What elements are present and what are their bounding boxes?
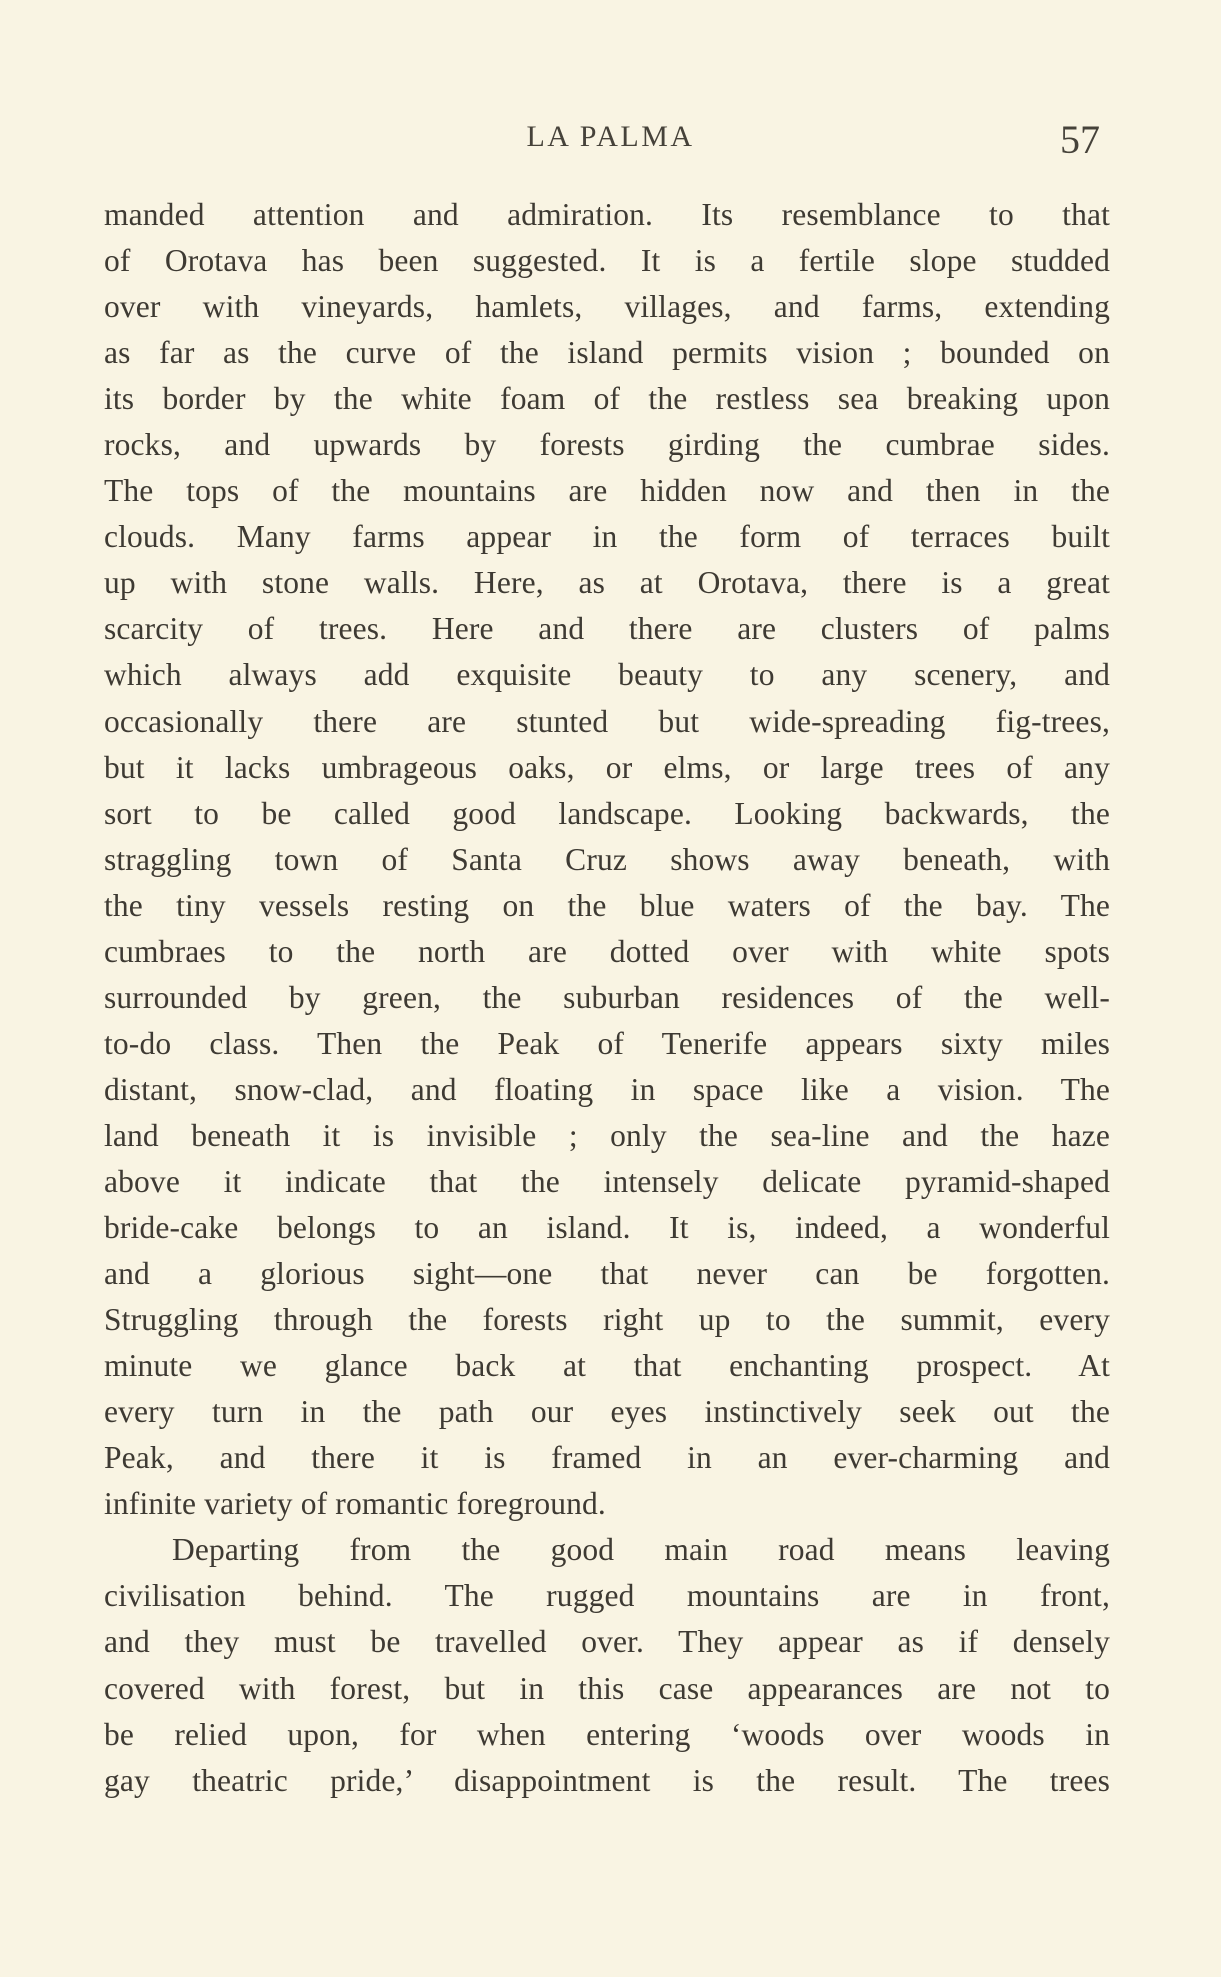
text-line: be relied upon, for when entering ‘woods over woods in	[104, 1716, 1110, 1752]
text-line: but it lacks umbrageous oaks, or elms, or large trees of any	[104, 749, 1110, 785]
text-line: cumbraes to the north are dotted over with white spots	[104, 933, 1110, 969]
text-line: rocks, and upwards by forests girding the cumbrae sides.	[104, 427, 1110, 463]
text-line: above it indicate that the intensely delicate pyramid-shaped	[104, 1163, 1110, 1199]
text-line: minute we glance back at that enchanting prospect. At	[104, 1348, 1110, 1384]
text-line: every turn in the path our eyes instinctively seek out the	[104, 1394, 1110, 1430]
text-line: Departing from the good main road means leaving	[172, 1532, 1110, 1568]
running-title: LA PALMA	[526, 120, 695, 153]
text-line: and a glorious sight—one that never can be forgotten.	[104, 1256, 1110, 1292]
text-line: of Orotava has been suggested. It is a fertile slope studded	[104, 243, 1110, 279]
text-line: straggling town of Santa Cruz shows away beneath, with	[104, 841, 1110, 877]
page-number: 57	[1060, 117, 1100, 162]
text-line: civilisation behind. The rugged mountains are in front,	[104, 1578, 1110, 1614]
body-text	[104, 192, 1110, 1804]
running-head	[0, 116, 1221, 164]
text-line: gay theatric pride,’ disappointment is the result. The trees	[104, 1762, 1110, 1798]
text-line: which always add exquisite beauty to any scenery, and	[104, 657, 1110, 693]
text-line: sort to be called good landscape. Looking backwards, the	[104, 795, 1110, 831]
text-line: Struggling through the forests right up to the summit, every	[104, 1302, 1110, 1338]
text-line: infinite variety of romantic foreground.	[104, 1486, 606, 1522]
text-line: up with stone walls. Here, as at Orotava, there is a great	[104, 565, 1110, 601]
text-line: surrounded by green, the suburban residences of the well-	[104, 979, 1110, 1015]
text-line: bride-cake belongs to an island. It is, indeed, a wonderful	[104, 1210, 1110, 1246]
text-line: its border by the white foam of the restless sea breaking upon	[104, 381, 1110, 417]
text-line: land beneath it is invisible ; only the sea-line and the haze	[104, 1117, 1110, 1153]
text-line: distant, snow-clad, and floating in space like a vision. The	[104, 1071, 1110, 1107]
text-line: scarcity of trees. Here and there are clusters of palms	[104, 611, 1110, 647]
paragraph	[104, 192, 1110, 1527]
paragraph	[104, 1527, 1110, 1803]
text-line: Peak, and there it is framed in an ever-charming and	[104, 1440, 1110, 1476]
text-line: the tiny vessels resting on the blue waters of the bay. The	[104, 887, 1110, 923]
text-line: occasionally there are stunted but wide-spreading fig-trees,	[104, 703, 1110, 739]
text-line: covered with forest, but in this case appearances are not to	[104, 1670, 1110, 1706]
text-line: to-do class. Then the Peak of Tenerife appears sixty miles	[104, 1025, 1110, 1061]
text-line: clouds. Many farms appear in the form of terraces built	[104, 519, 1110, 555]
text-line: as far as the curve of the island permits vision ; bounded on	[104, 335, 1110, 371]
text-line: manded attention and admiration. Its resemblance to that	[104, 197, 1110, 232]
text-line: The tops of the mountains are hidden now and then in the	[104, 473, 1110, 509]
text-line: and they must be travelled over. They appear as if densely	[104, 1624, 1110, 1660]
text-line: over with vineyards, hamlets, villages, and farms, extending	[104, 289, 1110, 325]
